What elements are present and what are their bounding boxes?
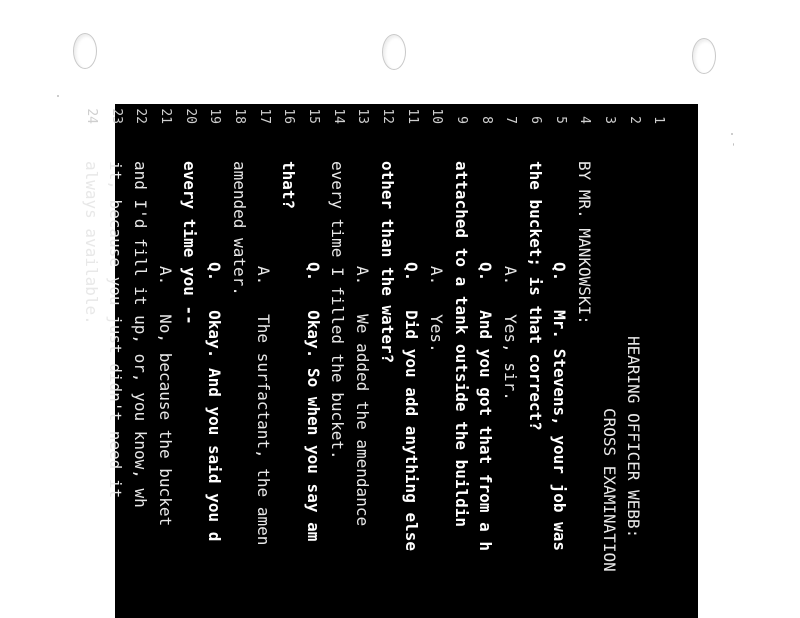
punch-hole-center [382,34,406,70]
line-text: always available. [82,161,101,325]
line-number: 23 [109,108,124,124]
line-number: 20 [183,108,198,124]
line-number: 14 [331,108,346,124]
line-number: 10 [429,108,444,124]
transcript-page [57,104,698,618]
line-number: 6 [528,116,543,124]
transcript-body [57,104,698,618]
line-text: A. We added the amendance [353,266,372,527]
line-text: it, because you just didn't need it [106,161,125,499]
line-number: 21 [158,108,173,124]
line-text: Q. And you got that from a h [476,262,495,551]
line-text: A. No, because the bucket [156,266,175,527]
line-text: amended water. [230,161,249,296]
line-number: 17 [257,108,272,124]
line-text: attached to a tank outside the buildin [452,161,471,528]
scan-speck [57,95,59,97]
line-number: 2 [627,116,642,124]
line-text: the bucket; is that correct? [526,161,545,431]
line-text: BY MR. MANKOWSKI: [575,161,594,325]
line-number: 22 [133,108,148,124]
transcript-line [624,104,696,618]
punch-hole-right [692,38,716,74]
scan-speck [733,143,734,146]
line-number: 18 [232,108,247,124]
line-number: 1 [651,116,666,124]
line-number: 11 [405,108,420,124]
line-text: and I'd fill it up, or, you know, wh [131,161,150,508]
scan-speck [731,133,733,135]
punch-hole-left [73,33,97,69]
line-number: 13 [355,108,370,124]
line-number: 15 [306,108,321,124]
line-text: Q. Okay. So when you say am [304,262,323,542]
line-text: HEARING OFFICER WEBB: [624,336,643,539]
line-text: Q. Mr. Stevens, your job was [550,262,569,551]
line-number: 8 [479,116,494,124]
line-number: 4 [577,116,592,124]
line-text: that? [279,161,298,210]
line-text: other than the water? [378,161,397,364]
line-number: 16 [281,108,296,124]
line-number: 7 [503,116,518,124]
line-text: every time I filled the bucket. [328,161,347,460]
line-text: CROSS EXAMINATION [600,408,619,572]
line-number: 3 [602,116,617,124]
line-text: A. Yes. [427,266,446,353]
line-text: Q. Did you add anything else [402,262,421,551]
line-text: Q. Okay. And you said you d [205,262,224,542]
line-text: Q. And what do you believe i [57,262,76,551]
line-number: 24 [84,108,99,124]
line-number: 12 [380,108,395,124]
line-text: every time you -- [180,161,199,325]
line-number: 9 [454,116,469,124]
line-text: A. Yes, sir. [501,266,520,401]
line-text: A. The surfactant, the amen [254,266,273,546]
line-number: 5 [553,116,568,124]
line-number: 19 [207,108,222,124]
